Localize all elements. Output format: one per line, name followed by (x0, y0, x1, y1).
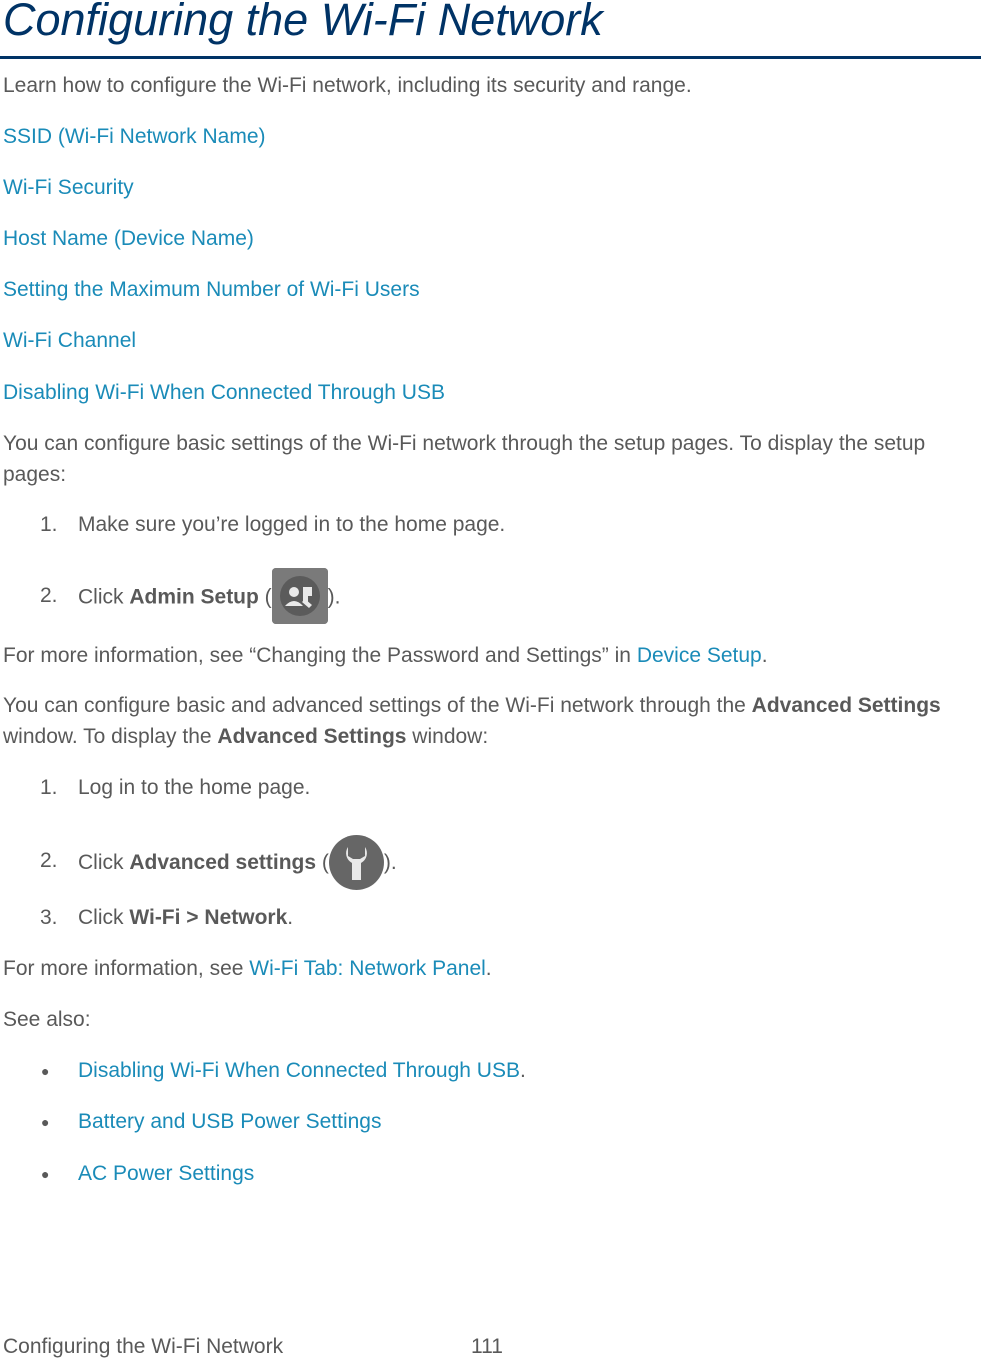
step-text: ( (316, 851, 329, 875)
disable-wifi-usb-link[interactable]: Disabling Wi-Fi When Connected Through USB (78, 1059, 520, 1082)
toc-link-wifi-channel[interactable]: Wi-Fi Channel (3, 329, 137, 352)
toc-link-max-users[interactable]: Setting the Maximum Number of Wi-Fi Users (3, 278, 420, 301)
step-number: 1. (40, 513, 58, 536)
advanced-settings-paragraph (3, 690, 973, 752)
basic-more-info (3, 644, 768, 668)
step-number: 3. (40, 906, 58, 929)
title-rule (0, 56, 981, 59)
more-info-text: For more information, see (3, 957, 250, 980)
step-number: 2. (40, 849, 58, 872)
advanced-settings-term: Advanced Settings (217, 725, 407, 748)
see-also-label: See also: (3, 1008, 91, 1031)
step-number: 2. (40, 584, 58, 607)
advanced-settings-label: Advanced settings (129, 851, 317, 875)
see-also-suffix: . (519, 1059, 526, 1082)
step-text: ). (327, 585, 341, 609)
admin-setup-label: Admin Setup (129, 585, 259, 609)
basic-step-1: Make sure you’re logged in to the home page. (78, 513, 506, 536)
more-info-text: For more information, see “Changing the Password and Settings” in (3, 644, 637, 667)
toc-link-disable-wifi-usb[interactable]: Disabling Wi-Fi When Connected Through USB (3, 381, 445, 404)
basic-settings-paragraph: You can configure basic settings of the Wi-Fi network through the setup pages. To display the setup pages: (3, 432, 926, 486)
step-text: . (287, 906, 294, 929)
advanced-step-2 (78, 849, 397, 878)
advanced-more-info (3, 957, 492, 981)
para-text: window: (406, 725, 489, 748)
basic-step-2 (78, 584, 341, 612)
step-text: Click (78, 906, 130, 929)
toc-link-wifi-security[interactable]: Wi-Fi Security (3, 176, 134, 199)
admin-setup-icon (272, 568, 328, 624)
wifi-network-path: Wi-Fi > Network (129, 906, 288, 929)
see-also-item (78, 1059, 526, 1083)
toc-link-ssid[interactable]: SSID (Wi-Fi Network Name) (3, 125, 266, 148)
para-text: window. To display the (3, 725, 218, 748)
step-text: ). (383, 851, 397, 875)
page-title: Configuring the Wi-Fi Network (3, 0, 603, 45)
bullet-icon: ● (41, 1063, 50, 1079)
device-setup-link[interactable]: Device Setup (636, 644, 762, 667)
step-text: Click (78, 585, 130, 609)
page-number: 111 (471, 1335, 503, 1358)
advanced-step-1: Log in to the home page. (78, 776, 311, 799)
footer-section-title: Configuring the Wi-Fi Network (3, 1335, 284, 1358)
step-text: ( (258, 585, 272, 609)
intro-text: Learn how to configure the Wi-Fi network, including its security and range. (3, 74, 692, 97)
bullet-icon: ● (41, 1166, 50, 1182)
toc-link-host-name[interactable]: Host Name (Device Name) (3, 227, 254, 250)
bullet-icon: ● (41, 1114, 50, 1130)
battery-usb-power-link[interactable]: Battery and USB Power Settings (78, 1110, 382, 1133)
more-info-text: . (761, 644, 768, 667)
more-info-text: . (485, 957, 492, 980)
para-text: You can configure basic and advanced settings of the Wi-Fi network through the (3, 694, 752, 717)
ac-power-settings-link[interactable]: AC Power Settings (78, 1162, 255, 1185)
advanced-settings-term: Advanced Settings (751, 694, 941, 717)
step-number: 1. (40, 776, 58, 799)
wrench-icon (329, 835, 384, 890)
network-panel-link[interactable]: Wi-Fi Tab: Network Panel (249, 957, 486, 980)
advanced-step-3 (78, 906, 293, 930)
step-text: Click (78, 851, 130, 875)
